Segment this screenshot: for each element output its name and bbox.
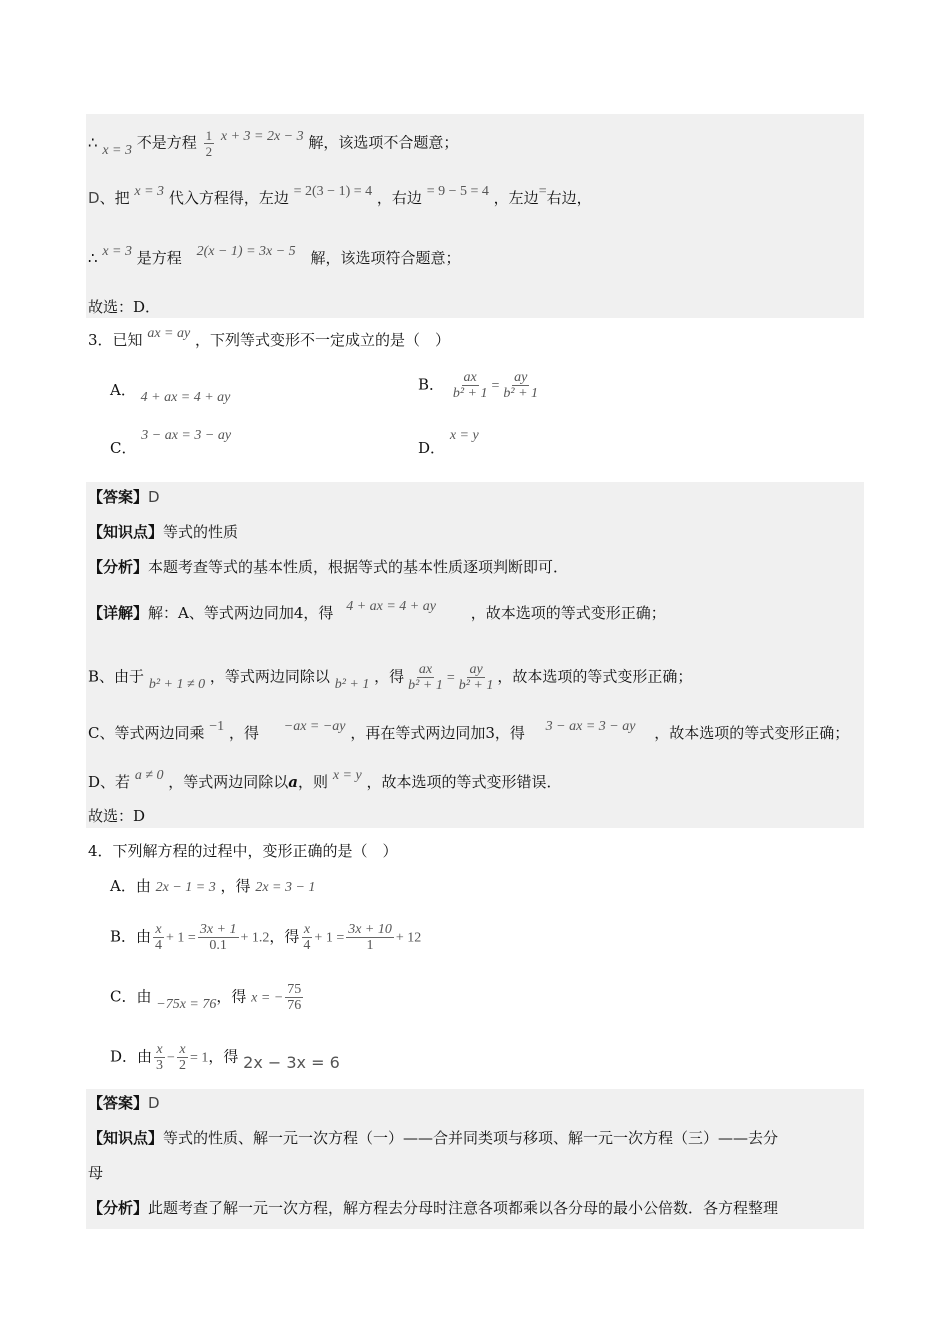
q4-option-a: A．由 2x − 1 = 3 ，得 2x = 3 − 1 [110,877,316,895]
q3-option-d: D． x = y [418,428,479,457]
prev-line-4: 故选：D． [88,298,161,316]
fraction: $\frac{ax}{\text{b² + 1}}$ [408,662,443,693]
fraction: $\frac{3x + 10}{1}$ [348,922,392,953]
q3-detail-3: C、等式两边同乘 −1 ，得 −ax = −ay ，再在等式两边同加3，得 3 − ax = 3 − ay ，故本选项的等式变形正确； [88,719,850,742]
q3-knowledge-point: 【知识点】等式的性质 [88,523,239,541]
q3-analysis: 【分析】本题考查等式的基本性质，根据等式的基本性质逐项判断即可． [88,558,569,576]
q3-detail-1: 【详解】解：A、等式两边同加4，得 4 + ax = 4 + ay ，故本选项的等式变形正确； [88,599,666,622]
q4-stem: 4．下列解方程的过程中，变形正确的是（ ） [88,842,398,860]
fraction: $\frac{x}{3}$ [156,1042,164,1073]
fraction: $\frac{x}{4}$ [155,922,163,953]
q3-option-c: C． 3 − ax = 3 − ay [110,428,232,457]
q3-detail-2: B、由于 b² + 1 ≠ 0 ，等式两边同除以 b² + 1 ，得 $\frac{ax}{\text{b² + 1}}$ = $\frac{ay}{\text{b² + 1}}$ ，故本选项的等式变形正确； [88,662,693,693]
fraction: $\frac{3x + 1}{0.1}$ [199,922,237,953]
fraction: $\frac{x}{4}$ [303,922,311,953]
fraction: $\frac{ay}{\text{b² + 1}}$ [458,662,494,693]
fraction: $\frac{75}{76}$ [287,982,302,1013]
q3-choose: 故选：D [88,807,146,825]
q3-detail-4: D、若 a ≠ 0 ，等式两边同除以a，则 x = y ，故本选项的等式变形错误． [88,768,562,791]
q4-option-b: B．由 $\frac{x}{4}$ + 1 = $\frac{3x + 1}{0.1}$ + 1.2，得 $\frac{x}{4}$ + 1 = $\frac{3x + 10}{1}$ + 12 [110,922,422,953]
prev-line-3: ∴ x = 3 是方程 2(x − 1) = 3x − 5 解，该选项符合题意； [88,244,461,267]
q3-answer: 【答案】D [88,488,160,506]
q3-option-b: B． $\frac{ax}{\text{b² + 1}}$ = $\frac{ay}{\text{b² + 1}}$ [418,370,539,401]
q3-stem: 3．已知 ax = ay ，下列等式变形不一定成立的是（ ） [88,326,450,349]
q4-knowledge-point: 【知识点】等式的性质、解一元一次方程（一）——合并同类项与移项、解一元一次方程（三）——去分 [88,1129,779,1147]
q4-answer: 【答案】D [88,1094,160,1112]
fraction: $\frac{1}{2}$ [205,128,213,159]
q3-option-a: A． 4 + ax = 4 + ay [110,381,231,405]
fraction: $\frac{ay}{\text{b² + 1}}$ [503,370,539,401]
q4-analysis: 【分析】此题考查了解一元一次方程，解方程去分母时注意各项都乘以各分母的最小公倍数．各方程整理 [88,1199,779,1217]
prev-line-2: D、把 x = 3 代入方程得，左边 = 2(3 − 1) = 4 ，右边 = 9 − 5 = 4 ，左边=右边， [88,184,592,207]
prev-line-1: ∴ x = 3 不是方程 $\frac{1}{2}$ x + 3 = 2x − 3 解，该选项不合题意； [88,128,459,159]
q4-option-c: C．由 −75x = 76，得 x = − $\frac{75}{76}$ [110,982,302,1013]
fraction: $\frac{x}{2}$ [178,1042,186,1073]
q4-option-d: D．由 $\frac{x}{3}$ − $\frac{x}{2}$ = 1，得 2x − 3x = 6 [110,1042,340,1073]
fraction: $\frac{ax}{\text{b² + 1}}$ [452,370,488,401]
q4-knowledge-point-cont: 母 [88,1164,104,1182]
